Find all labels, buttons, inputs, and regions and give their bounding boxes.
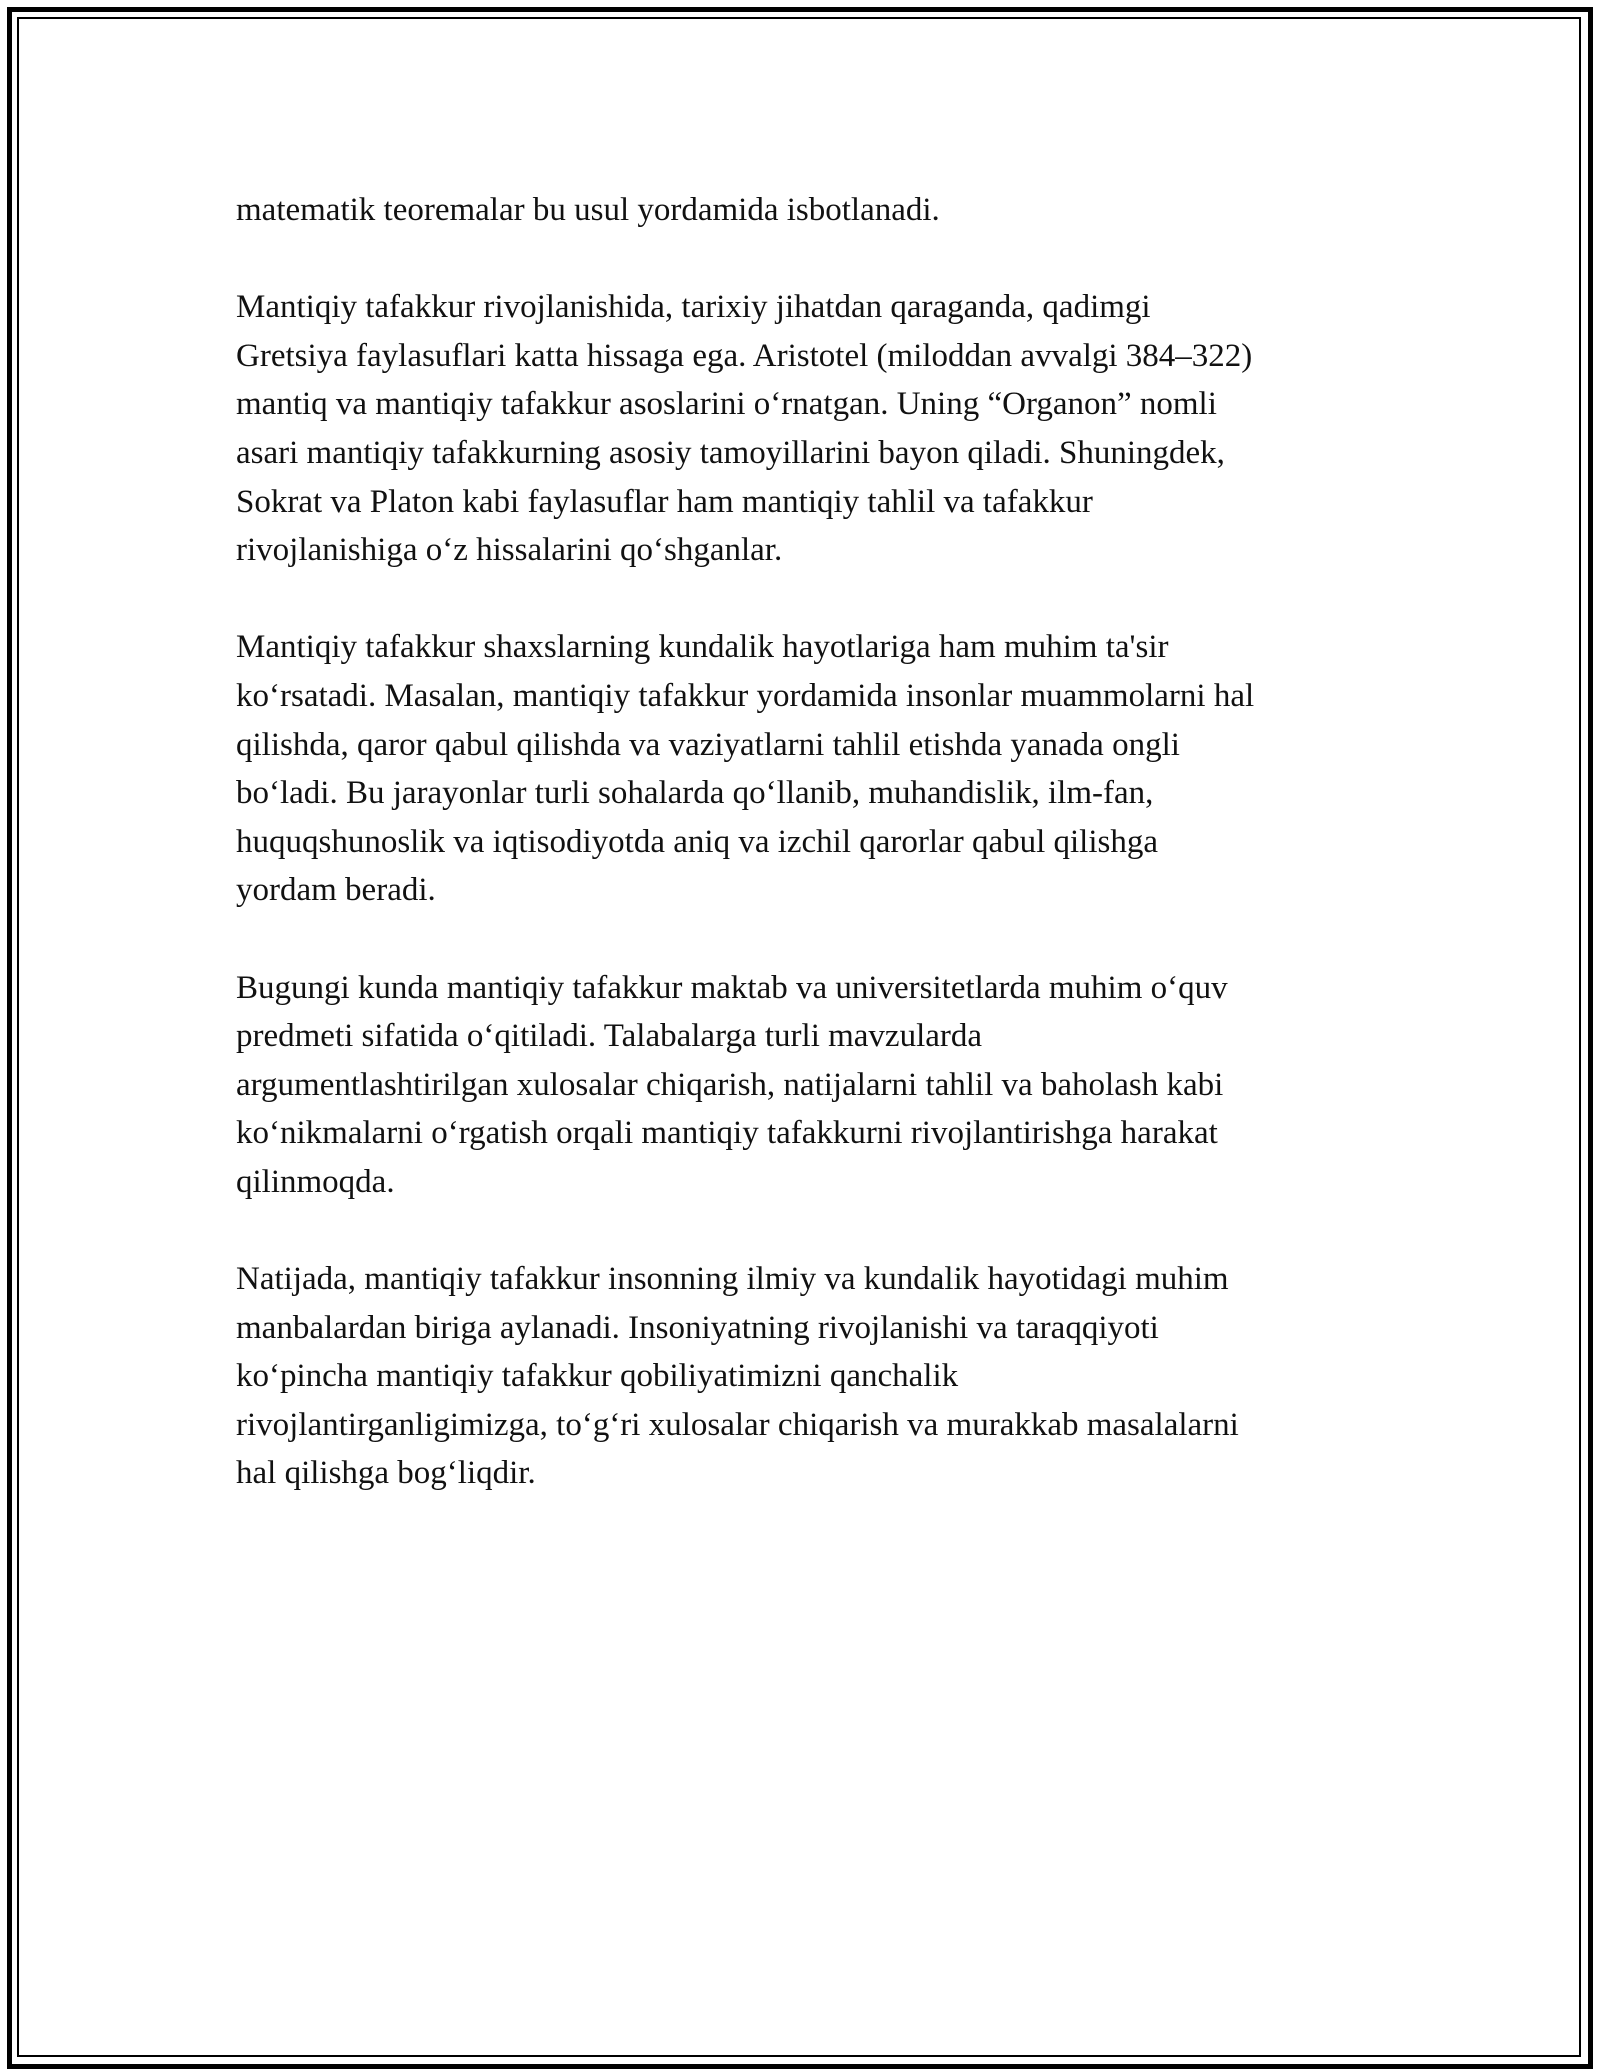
text-line: asari mantiqiy tafakkurning asosiy tamoyillarini bayon qiladi. Shuningdek,: [236, 434, 1225, 471]
text-line: koʻnikmalarni oʻrgatish orqali mantiqiy tafakkurni rivojlantirishga harakat: [236, 1115, 1218, 1152]
text-line: matematik teoremalar bu usul yordamida isbotlanadi.: [236, 192, 940, 228]
text-line: qilinmoqda.: [236, 1163, 395, 1200]
text-line: qilishda, qaror qabul qilishda va vaziyatlarni tahlil etishda yanada ongli: [236, 726, 1180, 763]
text-line: boʻladi. Bu jarayonlar turli sohalarda qoʻllanib, muhandislik, ilm-fan,: [236, 775, 1154, 812]
text-line: mantiq va mantiqiy tafakkur asoslarini oʻrnatgan. Uning “Organon” nomli: [236, 386, 1217, 423]
text-line: Bugungi kunda mantiqiy tafakkur maktab va universitetlarda muhim oʻquv: [236, 969, 1228, 1006]
text-line: predmeti sifatida oʻqitiladi. Talabalarga turli mavzularda: [236, 1018, 983, 1055]
text-line: koʻrsatadi. Masalan, mantiqiy tafakkur yordamida insonlar muammolarni hal: [236, 677, 1255, 714]
text-line: hal qilishga bogʻliqdir.: [236, 1455, 536, 1492]
text-line: Mantiqiy tafakkur shaxslarning kundalik hayotlariga ham muhim ta'sir: [236, 629, 1169, 666]
text-line: manbalardan biriga aylanadi. Insoniyatning rivojlanishi va taraqqiyoti: [236, 1309, 1159, 1346]
paragraph-1: [236, 186, 1386, 235]
text-line: argumentlashtirilgan xulosalar chiqarish, natijalarni tahlil va baholash kabi: [236, 1066, 1224, 1103]
paragraph-4: [236, 964, 1386, 1207]
paragraph-5: [236, 1255, 1386, 1498]
text-line: rivojlanishiga oʻz hissalarini qoʻshganlar.: [236, 532, 783, 569]
text-line: rivojlantirganligimizga, toʻgʻri xulosalar chiqarish va murakkab masalalarni: [236, 1406, 1239, 1443]
text-line: Sokrat va Platon kabi faylasuflar ham mantiqiy tahlil va tafakkur: [236, 483, 1093, 520]
paragraph-3: [236, 623, 1386, 915]
text-line: Gretsiya faylasuflari katta hissaga ega. Aristotel (miloddan avvalgi 384–322): [236, 337, 1253, 374]
text-line: yordam beradi.: [236, 872, 436, 909]
text-line: Mantiqiy tafakkur rivojlanishida, tarixiy jihatdan qaraganda, qadimgi: [236, 289, 1151, 326]
text-line: huquqshunoslik va iqtisodiyotda aniq va izchil qarorlar qabul qilishga: [236, 823, 1159, 860]
document-body: [236, 186, 1386, 1547]
paragraph-2: [236, 283, 1386, 575]
text-line: koʻpincha mantiqiy tafakkur qobiliyatimizni qanchalik: [236, 1358, 959, 1395]
text-line: Natijada, mantiqiy tafakkur insonning ilmiy va kundalik hayotidagi muhim: [236, 1261, 1229, 1298]
